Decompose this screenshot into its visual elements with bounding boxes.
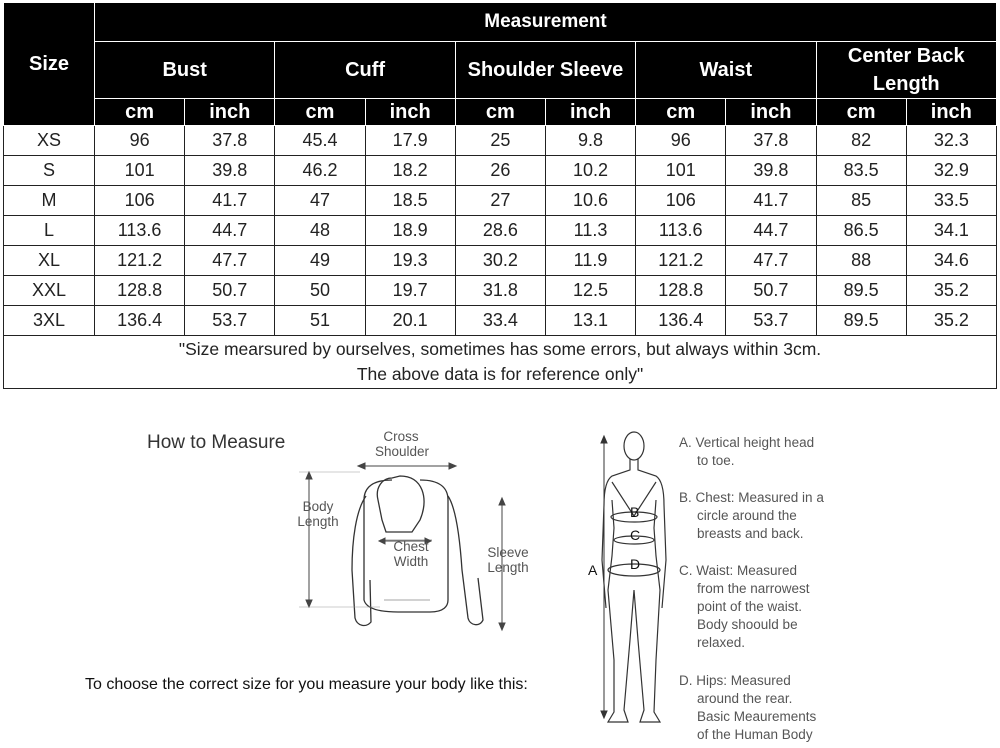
table-cell: 128.8 <box>95 276 185 306</box>
unit-header: inch <box>365 99 455 126</box>
table-cell: 35.2 <box>906 276 996 306</box>
choose-size-instruction: To choose the correct size for you measure your body like this: <box>85 676 528 693</box>
table-cell: 41.7 <box>726 186 816 216</box>
table-cell: 85 <box>816 186 906 216</box>
unit-header: inch <box>906 99 996 126</box>
table-cell: 37.8 <box>726 126 816 156</box>
group-header-center-back-length: Center Back Length <box>816 42 997 99</box>
chest-width-label-2: Width <box>393 554 429 569</box>
table-cell: 49 <box>275 246 365 276</box>
unit-header: cm <box>95 99 185 126</box>
table-row <box>4 126 997 156</box>
legend-d-line: around the rear. <box>697 691 793 706</box>
table-row <box>4 156 997 186</box>
legend-c-line: C. Waist: Measured <box>679 563 798 578</box>
table-cell: 82 <box>816 126 906 156</box>
table-cell: 106 <box>95 186 185 216</box>
size-column-header: Size <box>4 3 95 126</box>
table-cell: 89.5 <box>816 276 906 306</box>
table-cell: 101 <box>95 156 185 186</box>
table-cell: 44.7 <box>185 216 275 246</box>
legend-d-line: D. Hips: Measured <box>679 673 791 688</box>
table-cell: 39.8 <box>185 156 275 186</box>
sleeve-length-label-1: Sleeve <box>487 545 529 560</box>
table-cell: 19.7 <box>365 276 455 306</box>
table-cell: 33.4 <box>455 306 545 336</box>
table-cell: 39.8 <box>726 156 816 186</box>
unit-header: cm <box>636 99 726 126</box>
table-cell: 34.1 <box>906 216 996 246</box>
table-cell: 19.3 <box>365 246 455 276</box>
table-cell: 28.6 <box>455 216 545 246</box>
body-length-label-1: Body <box>302 499 334 514</box>
disclaimer-line: "Size mearsured by ourselves, sometimes has some errors, but always within 3cm. <box>178 339 822 359</box>
table-cell: 53.7 <box>726 306 816 336</box>
size-cell: M <box>4 186 95 216</box>
size-cell: L <box>4 216 95 246</box>
size-cell: 3XL <box>4 306 95 336</box>
human-body-diagram <box>595 425 675 730</box>
table-cell: 128.8 <box>636 276 726 306</box>
table-cell: 30.2 <box>455 246 545 276</box>
unit-header: inch <box>185 99 275 126</box>
legend-d-line: Basic Meaurements <box>697 709 817 724</box>
table-cell: 25 <box>455 126 545 156</box>
marker-a: A <box>588 562 598 578</box>
legend-b <box>679 489 824 543</box>
table-cell: 47 <box>275 186 365 216</box>
chest-width-label-1: Chest <box>393 539 429 554</box>
unit-header: inch <box>545 99 635 126</box>
unit-header: cm <box>275 99 365 126</box>
legend-a-line: to toe. <box>697 453 735 468</box>
table-cell: 27 <box>455 186 545 216</box>
table-cell: 51 <box>275 306 365 336</box>
marker-c: C <box>630 527 641 543</box>
legend-d-line: of the Human Body <box>697 727 813 742</box>
legend-b-line: B. Chest: Measured in a <box>679 490 824 505</box>
group-header-bust: Bust <box>95 42 275 99</box>
table-cell: 89.5 <box>816 306 906 336</box>
group-header-waist: Waist <box>636 42 816 99</box>
table-cell: 41.7 <box>185 186 275 216</box>
legend-c-line: point of the waist. <box>697 599 803 614</box>
size-cell: XS <box>4 126 95 156</box>
table-cell: 11.3 <box>545 216 635 246</box>
table-cell: 47.7 <box>185 246 275 276</box>
body-length-label-2: Length <box>297 514 339 529</box>
table-cell: 96 <box>95 126 185 156</box>
table-cell: 121.2 <box>95 246 185 276</box>
cross-shoulder-label-1: Cross <box>383 429 419 444</box>
table-cell: 10.6 <box>545 186 635 216</box>
table-cell: 48 <box>275 216 365 246</box>
legend-c <box>679 562 810 652</box>
how-to-measure-title: How to Measure <box>147 432 286 453</box>
table-cell: 18.9 <box>365 216 455 246</box>
table-cell: 83.5 <box>816 156 906 186</box>
table-cell: 35.2 <box>906 306 996 336</box>
size-cell: S <box>4 156 95 186</box>
disclaimer-line: The above data is for reference only" <box>356 364 644 384</box>
group-header-shoulder-sleeve: Shoulder Sleeve <box>455 42 635 99</box>
table-cell: 10.2 <box>545 156 635 186</box>
table-cell: 121.2 <box>636 246 726 276</box>
unit-header: inch <box>726 99 816 126</box>
measurement-header: Measurement <box>95 3 997 42</box>
table-cell: 26 <box>455 156 545 186</box>
marker-b: B <box>630 504 640 520</box>
legend-d <box>679 672 816 744</box>
table-cell: 86.5 <box>816 216 906 246</box>
table-cell: 9.8 <box>545 126 635 156</box>
size-chart-table <box>3 2 997 389</box>
legend-a <box>679 434 814 470</box>
table-cell: 136.4 <box>636 306 726 336</box>
table-cell: 101 <box>636 156 726 186</box>
unit-header: cm <box>455 99 545 126</box>
disclaimer-note <box>4 336 997 389</box>
table-row <box>4 306 997 336</box>
legend-c-line: Body shoould be <box>697 617 798 632</box>
table-cell: 106 <box>636 186 726 216</box>
table-row <box>4 216 997 246</box>
table-row <box>4 246 997 276</box>
table-cell: 53.7 <box>185 306 275 336</box>
size-cell: XL <box>4 246 95 276</box>
table-cell: 47.7 <box>726 246 816 276</box>
table-cell: 11.9 <box>545 246 635 276</box>
legend-a-line: A. Vertical height head <box>679 435 815 450</box>
table-row <box>4 186 997 216</box>
size-cell: XXL <box>4 276 95 306</box>
table-cell: 46.2 <box>275 156 365 186</box>
marker-d: D <box>630 556 641 572</box>
table-cell: 45.4 <box>275 126 365 156</box>
cross-shoulder-label-2: Shoulder <box>375 444 430 459</box>
legend-b-line: circle around the <box>697 508 797 523</box>
table-cell: 44.7 <box>726 216 816 246</box>
table-cell: 50.7 <box>726 276 816 306</box>
table-cell: 50.7 <box>185 276 275 306</box>
table-cell: 113.6 <box>636 216 726 246</box>
legend-c-line: relaxed. <box>697 635 746 650</box>
table-cell: 18.5 <box>365 186 455 216</box>
table-cell: 96 <box>636 126 726 156</box>
table-cell: 13.1 <box>545 306 635 336</box>
table-cell: 31.8 <box>455 276 545 306</box>
legend-c-line: from the narrowest <box>697 581 810 596</box>
table-cell: 113.6 <box>95 216 185 246</box>
group-header-cuff: Cuff <box>275 42 455 99</box>
table-cell: 88 <box>816 246 906 276</box>
table-cell: 32.3 <box>906 126 996 156</box>
table-cell: 17.9 <box>365 126 455 156</box>
table-cell: 37.8 <box>185 126 275 156</box>
legend-b-line: breasts and back. <box>697 526 804 541</box>
table-cell: 12.5 <box>545 276 635 306</box>
table-cell: 33.5 <box>906 186 996 216</box>
unit-header: cm <box>816 99 906 126</box>
table-cell: 136.4 <box>95 306 185 336</box>
table-cell: 32.9 <box>906 156 996 186</box>
table-cell: 20.1 <box>365 306 455 336</box>
table-cell: 34.6 <box>906 246 996 276</box>
table-cell: 18.2 <box>365 156 455 186</box>
table-row <box>4 276 997 306</box>
table-cell: 50 <box>275 276 365 306</box>
sleeve-length-label-2: Length <box>487 560 529 575</box>
